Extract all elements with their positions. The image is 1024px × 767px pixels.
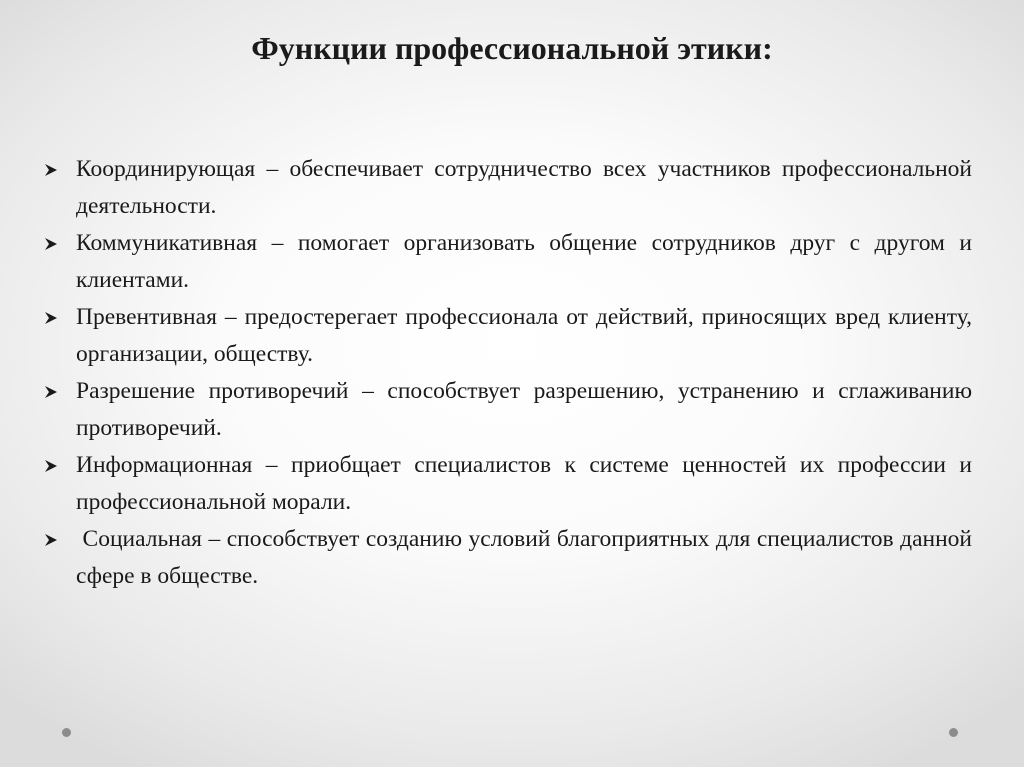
arrow-bullet-icon — [44, 299, 76, 336]
list-item — [44, 151, 972, 225]
arrow-bullet-icon — [44, 521, 76, 558]
list-item — [44, 521, 978, 595]
list-item-text: Коммуникативная – помогает организовать общение сотрудников друг с другом и клиентами. — [76, 230, 972, 293]
list-item — [44, 299, 972, 373]
arrow-bullet-icon — [44, 225, 76, 262]
list-item-text: Разрешение противоречий – способствует разрешению, устранению и сглаживанию противоречий. — [76, 378, 972, 441]
arrow-bullet-icon — [44, 373, 76, 410]
list-item — [44, 225, 972, 299]
list-item-text: Превентивная – предостерегает профессионала от действий, приносящих вред клиенту, организации, обществу. — [76, 304, 972, 367]
arrow-bullet-icon — [44, 447, 76, 484]
list-item — [44, 447, 972, 521]
decorative-dot-icon — [949, 728, 958, 737]
functions-list — [44, 151, 978, 595]
list-item-text: Информационная – приобщает специалистов к системе ценностей их профессии и профессиональной морали. — [76, 452, 972, 515]
list-item-text: Координирующая – обеспечивает сотрудничество всех участников профессиональной деятельности. — [76, 156, 972, 219]
decorative-dot-icon — [62, 728, 71, 737]
slide-title: Функции профессиональной этики: — [251, 30, 773, 66]
arrow-bullet-icon — [44, 151, 76, 188]
list-item-text: Социальная – способствует созданию условий благоприятных для специалистов данной сфере в обществе. — [76, 526, 978, 589]
list-item — [44, 373, 972, 447]
